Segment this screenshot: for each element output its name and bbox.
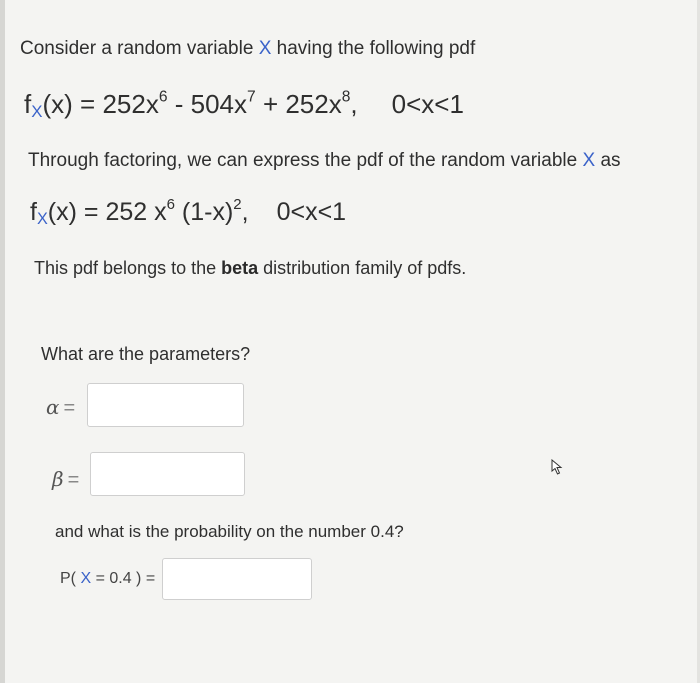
intro-suffix: having the following pdf bbox=[271, 38, 476, 59]
pdf2-f: f bbox=[30, 198, 37, 226]
pdf1-mid2: + 252x bbox=[255, 89, 342, 119]
intro-prefix: Consider a random variable bbox=[20, 38, 259, 59]
probability-label-prefix: P( bbox=[60, 570, 81, 587]
pdf2-exp1: 6 bbox=[166, 195, 175, 213]
alpha-equals: = bbox=[63, 397, 76, 419]
family-text bbox=[34, 258, 466, 279]
probability-prompt: and what is the probability on the number 0.4? bbox=[55, 522, 404, 541]
pdf2-subscript: X bbox=[36, 210, 48, 229]
parameters-prompt: What are the parameters? bbox=[41, 344, 251, 364]
pdf-expanded bbox=[24, 89, 464, 120]
pdf-factored bbox=[30, 195, 347, 229]
intro-text bbox=[20, 38, 475, 60]
family-prefix: This pdf belongs to the bbox=[34, 258, 222, 278]
factoring-suffix: as bbox=[595, 150, 621, 171]
alpha-symbol: α bbox=[46, 395, 60, 419]
left-frame-edge bbox=[0, 0, 5, 683]
beta-equals: = bbox=[67, 469, 80, 491]
pdf1-f: f bbox=[24, 89, 32, 119]
pdf1-subscript: X bbox=[31, 102, 43, 122]
alpha-label bbox=[46, 395, 75, 420]
pdf2-exp2: 2 bbox=[233, 195, 242, 213]
pdf2-tail: , bbox=[241, 198, 249, 226]
probability-label-suffix: = 0.4 ) = bbox=[91, 570, 156, 587]
alpha-input[interactable] bbox=[87, 383, 244, 427]
family-bold: beta bbox=[221, 258, 259, 278]
mouse-pointer-icon bbox=[551, 459, 565, 475]
probability-label-variable: X bbox=[80, 570, 92, 587]
pdf1-exp2: 7 bbox=[247, 88, 256, 106]
pdf2-lead: (x) = 252 x bbox=[47, 198, 167, 226]
pdf1-mid1: - 504x bbox=[167, 89, 248, 119]
family-suffix: distribution family of pdfs. bbox=[258, 258, 467, 278]
probability-input[interactable] bbox=[162, 558, 312, 600]
pdf2-range: 0<x<1 bbox=[276, 198, 347, 226]
factoring-text bbox=[28, 150, 621, 172]
beta-label bbox=[52, 467, 79, 492]
pdf1-range: 0<x<1 bbox=[391, 89, 464, 119]
pdf1-exp3: 8 bbox=[341, 88, 351, 106]
pdf1-exp1: 6 bbox=[158, 88, 168, 106]
beta-symbol: β bbox=[52, 467, 64, 491]
factoring-variable: X bbox=[582, 150, 596, 171]
beta-input[interactable] bbox=[90, 452, 245, 496]
intro-variable: X bbox=[258, 38, 272, 59]
probability-label bbox=[60, 570, 155, 588]
factoring-prefix: Through factoring, we can express the pdf of the random variable bbox=[28, 150, 583, 171]
pdf2-mid: (1-x) bbox=[174, 198, 234, 226]
pdf1-lead: (x) = 252x bbox=[42, 89, 159, 119]
pdf1-tail: , bbox=[350, 89, 358, 119]
